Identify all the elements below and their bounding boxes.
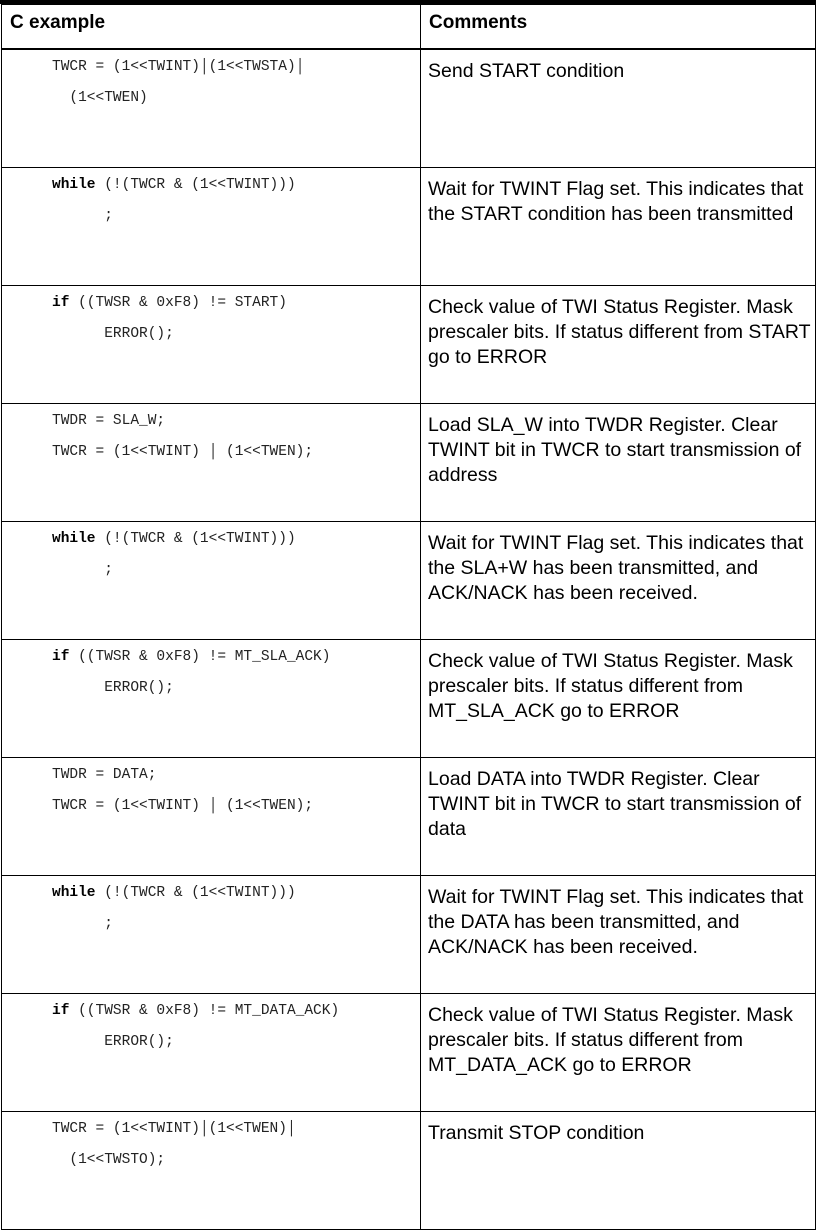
- comment-cell: Wait for TWINT Flag set. This indicates that the SLA+W has been transmitted, and ACK/NACK has been received.: [421, 521, 816, 639]
- code-line: [52, 648, 420, 679]
- code-cell: [2, 993, 421, 1111]
- comment-cell: Transmit STOP condition: [421, 1111, 816, 1229]
- code-cell: [2, 167, 421, 285]
- code-text: ;: [52, 207, 113, 224]
- code-cell: [2, 521, 421, 639]
- table-row: [2, 1111, 816, 1229]
- code-text: TWDR = DATA;: [52, 766, 157, 783]
- table-row: [2, 875, 816, 993]
- code-text: ERROR();: [52, 325, 174, 342]
- code-keyword: while: [52, 884, 96, 901]
- code-line: [52, 443, 420, 474]
- code-keyword: while: [52, 530, 96, 547]
- code-line: [52, 561, 420, 592]
- code-cell: [2, 403, 421, 521]
- code-keyword: if: [52, 648, 70, 665]
- code-line: [52, 412, 420, 443]
- table-header-row: [2, 5, 816, 50]
- code-text: (!(TWCR & (1<<TWINT))): [95, 884, 296, 901]
- comment-cell: Send START condition: [421, 49, 816, 167]
- table-row: [2, 521, 816, 639]
- code-line: [52, 89, 420, 120]
- code-text: ;: [52, 561, 113, 578]
- code-text: (!(TWCR & (1<<TWINT))): [95, 176, 296, 193]
- table-row: [2, 167, 816, 285]
- comment-cell: Wait for TWINT Flag set. This indicates that the START condition has been transmitted: [421, 167, 816, 285]
- code-cell: [2, 49, 421, 167]
- code-line: [52, 797, 420, 828]
- code-keyword: if: [52, 294, 70, 311]
- code-text: ((TWSR & 0xF8) != MT_DATA_ACK): [69, 1002, 340, 1019]
- code-cell: [2, 639, 421, 757]
- table-row: [2, 757, 816, 875]
- comment-cell: Check value of TWI Status Register. Mask prescaler bits. If status different from MT_DATA_ACK go to ERROR: [421, 993, 816, 1111]
- comment-cell: Check value of TWI Status Register. Mask prescaler bits. If status different from START go to ERROR: [421, 285, 816, 403]
- code-cell: [2, 875, 421, 993]
- table-row: [2, 639, 816, 757]
- comment-cell: Load DATA into TWDR Register. Clear TWINT bit in TWCR to start transmission of data: [421, 757, 816, 875]
- comment-cell: Wait for TWINT Flag set. This indicates that the DATA has been transmitted, and ACK/NACK has been received.: [421, 875, 816, 993]
- table-row: [2, 49, 816, 167]
- code-text: TWDR = SLA_W;: [52, 412, 166, 429]
- code-line: [52, 207, 420, 238]
- code-text: TWCR = (1<<TWINT) │ (1<<TWEN);: [52, 443, 314, 460]
- header-c-example: C example: [2, 5, 421, 50]
- table-row: [2, 403, 816, 521]
- code-text: TWCR = (1<<TWINT)│(1<<TWSTA)│: [52, 59, 305, 75]
- code-line: [52, 884, 420, 915]
- code-line: [52, 530, 420, 561]
- code-line: [52, 766, 420, 797]
- code-text: (1<<TWEN): [52, 90, 148, 106]
- code-text: ;: [52, 915, 113, 932]
- code-line: [52, 915, 420, 946]
- code-keyword: if: [52, 1002, 70, 1019]
- code-cell: [2, 1111, 421, 1229]
- code-text: ((TWSR & 0xF8) != MT_SLA_ACK): [69, 648, 331, 665]
- code-text: (!(TWCR & (1<<TWINT))): [95, 530, 296, 547]
- code-line: [52, 1151, 420, 1182]
- code-line: [52, 679, 420, 710]
- code-text: ERROR();: [52, 679, 174, 696]
- comment-cell: Check value of TWI Status Register. Mask prescaler bits. If status different from MT_SLA_ACK go to ERROR: [421, 639, 816, 757]
- header-comments: Comments: [421, 5, 816, 50]
- code-text: (1<<TWSTO);: [52, 1151, 166, 1168]
- code-text: ((TWSR & 0xF8) != START): [69, 294, 287, 311]
- code-table: [1, 4, 816, 1230]
- code-keyword: while: [52, 176, 96, 193]
- code-text: TWCR = (1<<TWINT)│(1<<TWEN)│: [52, 1120, 296, 1137]
- code-cell: [2, 285, 421, 403]
- code-text: TWCR = (1<<TWINT) │ (1<<TWEN);: [52, 797, 314, 814]
- code-text: ERROR();: [52, 1033, 174, 1050]
- comment-cell: Load SLA_W into TWDR Register. Clear TWINT bit in TWCR to start transmission of address: [421, 403, 816, 521]
- code-line: [52, 294, 420, 325]
- code-line: [52, 1002, 420, 1033]
- code-line: [52, 1120, 420, 1151]
- code-line: [52, 325, 420, 356]
- code-cell: [2, 757, 421, 875]
- code-line: [52, 176, 420, 207]
- code-line: [52, 1033, 420, 1064]
- table-row: [2, 285, 816, 403]
- code-line: [52, 58, 420, 89]
- table-row: [2, 993, 816, 1111]
